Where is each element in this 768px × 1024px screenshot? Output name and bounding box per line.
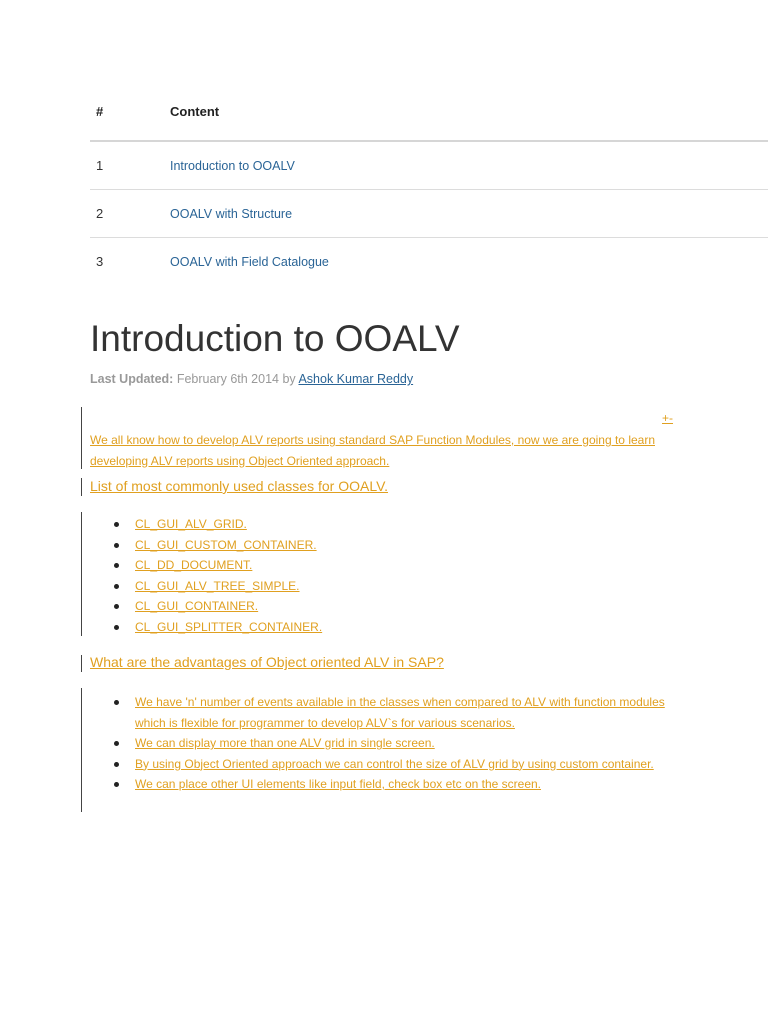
list-item[interactable]: We can place other UI elements like input field, check box etc on the screen. (135, 774, 680, 795)
table-row (90, 190, 768, 238)
revision-bar (81, 688, 82, 812)
header-content: Content (170, 103, 220, 119)
toc-link-field-catalogue[interactable]: OOALV with Field Catalogue (170, 255, 329, 269)
last-updated-meta (90, 372, 413, 386)
revision-bar (81, 512, 82, 636)
list-item[interactable]: CL_GUI_ALV_GRID. (135, 514, 322, 535)
expand-collapse-toggle[interactable]: +- (662, 411, 674, 425)
table-row (90, 238, 768, 285)
list-item[interactable]: By using Object Oriented approach we can control the size of ALV grid by using custom container. (135, 754, 680, 775)
classes-heading[interactable]: List of most commonly used classes for OOALV. (90, 478, 389, 494)
revision-bar (81, 407, 82, 469)
contents-table (90, 82, 768, 285)
table-header-row (90, 82, 768, 142)
intro-paragraph[interactable]: We all know how to develop ALV reports using standard SAP Function Modules, now we are going to learn developing ALV reports using Object Oriented approach. (90, 433, 655, 468)
list-item[interactable]: CL_GUI_CUSTOM_CONTAINER. (135, 535, 322, 556)
revision-bar (81, 478, 82, 496)
last-updated-date: February 6th 2014 (176, 372, 279, 386)
row-number: 1 (96, 158, 104, 173)
list-item[interactable]: CL_GUI_SPLITTER_CONTAINER. (135, 617, 322, 638)
row-number: 2 (96, 206, 104, 221)
last-updated-label: Last Updated: (90, 372, 174, 386)
list-item[interactable]: CL_DD_DOCUMENT. (135, 555, 322, 576)
table-row (90, 142, 768, 190)
page-title: Introduction to OOALV (90, 318, 460, 359)
row-number: 3 (96, 254, 104, 269)
author-link[interactable]: Ashok Kumar Reddy (298, 372, 414, 386)
list-item[interactable]: We can display more than one ALV grid in single screen. (135, 733, 680, 754)
header-number: # (96, 103, 104, 119)
advantages-list (90, 692, 680, 795)
list-item[interactable]: CL_GUI_ALV_TREE_SIMPLE. (135, 576, 322, 597)
advantages-heading[interactable]: What are the advantages of Object oriented ALV in SAP? (90, 654, 444, 670)
classes-list (90, 514, 322, 637)
toc-link-structure[interactable]: OOALV with Structure (170, 207, 293, 221)
toc-link-introduction[interactable]: Introduction to OOALV (170, 159, 295, 173)
revision-bar (81, 655, 82, 672)
list-item[interactable]: CL_GUI_CONTAINER. (135, 596, 322, 617)
list-item[interactable]: We have 'n' number of events available in the classes when compared to ALV with function modules which is flexible for programmer to develop ALV`s for various scenarios. (135, 692, 680, 733)
by-text: by (282, 372, 296, 386)
